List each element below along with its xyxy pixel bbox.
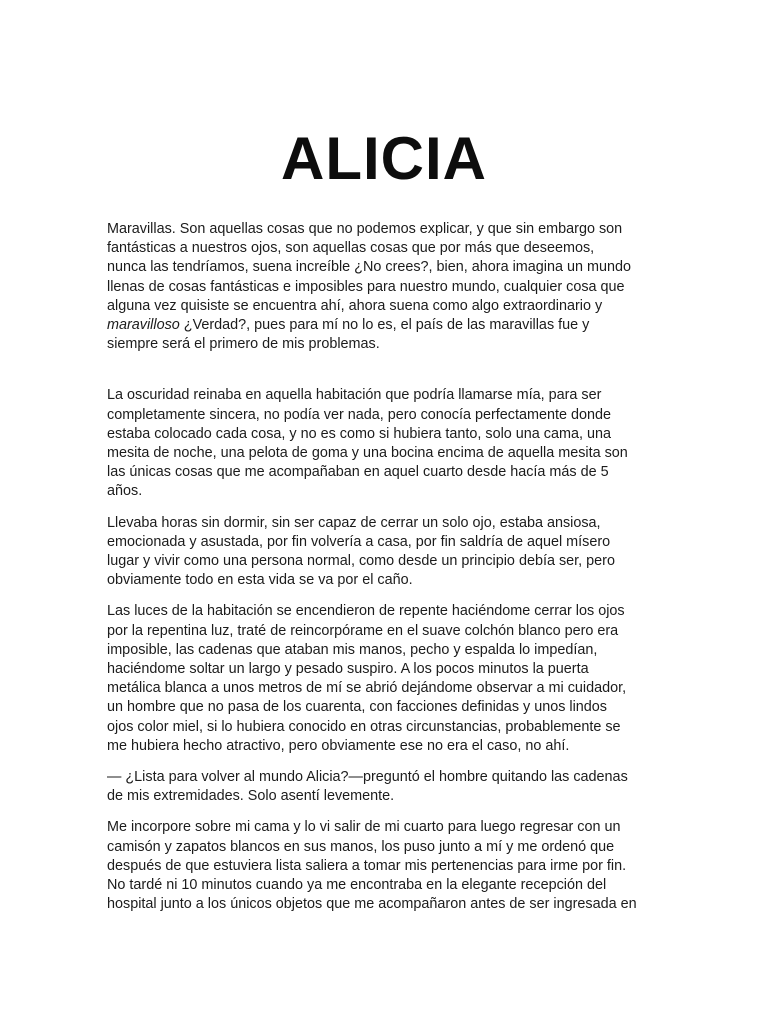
text-line: Llevaba horas sin dormir, sin ser capaz de cerrar un solo ojo, estaba ansiosa, xyxy=(107,514,601,531)
text-line: fantásticas a nuestros ojos, son aquellas cosas que por más que deseemos, xyxy=(107,240,595,257)
paragraph-2 xyxy=(107,386,662,501)
document-body xyxy=(107,220,662,915)
text-line: años. xyxy=(107,483,143,500)
text-line: haciéndome soltar un largo y pesado suspiro. A los pocos minutos la puerta xyxy=(107,661,589,678)
text-line: Las luces de la habitación se encendieron de repente haciéndome cerrar los ojos xyxy=(107,603,625,620)
italic-word: maravilloso xyxy=(107,317,180,334)
text-line: No tardé ni 10 minutos cuando ya me encontraba en la elegante recepción del xyxy=(107,877,607,894)
text-line: después de que estuviera lista saliera a tomar mis pertenencias para irme por fin. xyxy=(107,857,627,874)
paragraph-1 xyxy=(107,220,662,354)
text-line: La oscuridad reinaba en aquella habitación que podría llamarse mía, para ser xyxy=(107,387,602,404)
text-line: ojos color miel, si lo hubiera conocido en otras circunstancias, probablemente se xyxy=(107,718,621,735)
text-line-with-italic xyxy=(107,316,662,335)
paragraph-5-dialogue xyxy=(107,768,662,806)
text-line: — ¿Lista para volver al mundo Alicia?—preguntó el hombre quitando las cadenas xyxy=(107,769,628,786)
document-title: ALICIA xyxy=(281,125,487,192)
text-line: completamente sincera, no podía ver nada, pero conocía perfectamente donde xyxy=(107,406,611,423)
paragraph-4 xyxy=(107,602,662,756)
text-line: imposible, las cadenas que ataban mis manos, pecho y espalda lo impedían, xyxy=(107,641,598,658)
paragraph-3 xyxy=(107,514,662,591)
text-line: hospital junto a los únicos objetos que me acompañaron antes de ser ingresada en xyxy=(107,896,637,913)
text-line: me hubiera hecho atractivo, pero obviamente ese no era el caso, no ahí. xyxy=(107,737,570,754)
text-line: Me incorpore sobre mi cama y lo vi salir de mi cuarto para luego regresar con un xyxy=(107,819,621,836)
text-fragment: ¿Verdad?, pues para mí no lo es, el país de las maravillas fue y xyxy=(179,317,590,334)
text-line: obviamente todo en esta vida se va por el caño. xyxy=(107,572,413,589)
text-line: lugar y vivir como una persona normal, como desde un principio debía ser, pero xyxy=(107,553,615,570)
text-line: las únicas cosas que me acompañaban en aquel cuarto desde hacía más de 5 xyxy=(107,464,609,481)
text-line: de mis extremidades. Solo asentí levemente. xyxy=(107,788,395,805)
paragraph-6 xyxy=(107,818,662,914)
text-line: siempre será el primero de mis problemas. xyxy=(107,336,380,353)
text-line: por la repentina luz, traté de reincorpórame en el suave colchón blanco pero era xyxy=(107,622,619,639)
text-line: emocionada y asustada, por fin volvería a casa, por fin saldría de aquel mísero xyxy=(107,533,611,550)
text-line: estaba colocado cada cosa, y no es como si hubiera tanto, solo una cama, una xyxy=(107,425,611,442)
text-line: metálica blanca a unos metros de mí se abrió dejándome observar a mi cuidador, xyxy=(107,680,627,697)
text-line: mesita de noche, una pelota de goma y una bocina encima de aquella mesita son xyxy=(107,445,628,462)
text-line: un hombre que no pasa de los cuarenta, con facciones definidas y unos lindos xyxy=(107,699,608,716)
text-line: llenas de cosas fantásticas e imposibles para nuestro mundo, cualquier cosa que xyxy=(107,278,625,295)
text-line: Maravillas. Son aquellas cosas que no podemos explicar, y que sin embargo son xyxy=(107,221,623,237)
text-line: alguna vez quisiste se encuentra ahí, ahora suena como algo extraordinario y xyxy=(107,297,603,314)
text-line: camisón y zapatos blancos en sus manos, los puso junto a mí y me ordenó que xyxy=(107,838,615,855)
text-line: nunca las tendríamos, suena increíble ¿No crees?, bien, ahora imagina un mundo xyxy=(107,259,631,276)
